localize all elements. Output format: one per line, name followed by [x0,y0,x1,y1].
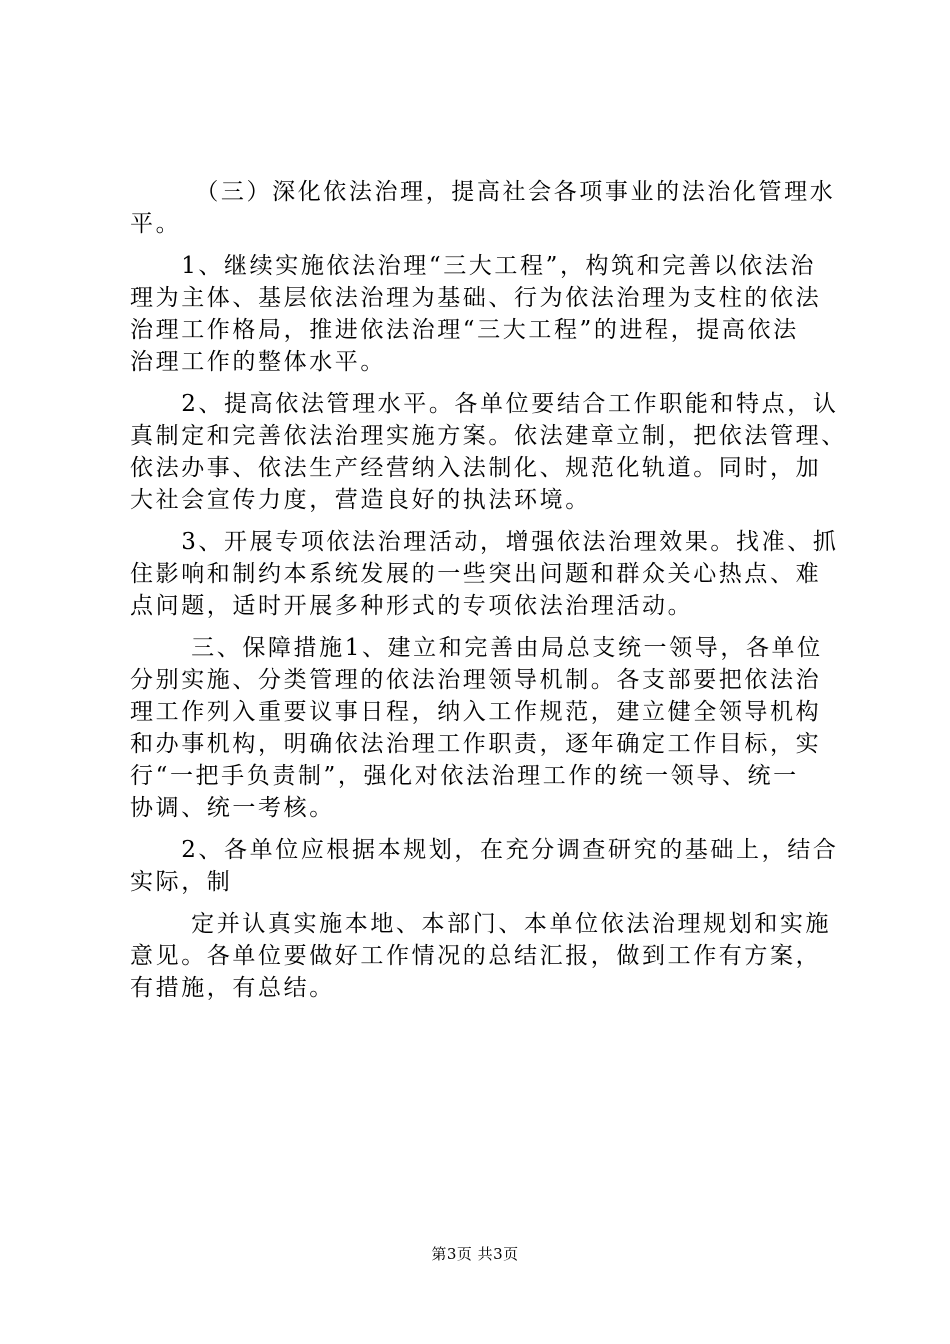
text-line: 协调、统一考核。 [130,795,335,821]
paragraph-indent [130,529,181,555]
paragraph-indent [130,391,181,417]
document-body [130,176,847,1014]
line-text: 三、保障措施1、建立和完善由局总支统一领导，各单位 [191,635,823,661]
paragraph-indent [130,911,191,937]
paragraph-indent [130,635,191,661]
paragraph-indent [130,253,181,279]
line-text: 2、提高依法管理水平。各单位要结合工作职能和特点，认 [181,391,839,417]
text-line: 理为主体、基层依法治理为基础、行为依法治理为支柱的依法 [130,285,822,311]
paragraph-gap [130,378,830,388]
text-line: 大社会宣传力度，营造良好的执法环境。 [130,487,591,513]
text-line [130,908,830,940]
text-line: 有措施，有总结。 [130,975,335,1001]
text-line: 实际，制 [130,869,233,895]
paragraph-gap [130,516,830,526]
paragraph-indent [130,837,181,863]
text-line [130,526,839,558]
line-text: 定并认真实施本地、本部门、本单位依法治理规划和实施 [191,911,832,937]
line-text: （三）深化依法治理，提高社会各项事业的法治化管理水 [206,179,836,205]
paragraph-safeguard-2-cont [130,908,830,1014]
page-footer: 第3页 共3页 [431,1245,519,1263]
text-line: 住影响和制约本系统发展的一些突出问题和群众关心热点、难 [130,561,822,587]
text-line: 分别实施、分类管理的依法治理领导机制。各支部要把依法治 [130,667,822,693]
paragraph-gap [130,898,830,908]
paragraph-indent [130,179,207,205]
paragraph-gap [130,622,830,632]
paragraph-gap [130,824,830,834]
paragraph-safeguards [130,632,830,834]
paragraph-gap [130,240,830,250]
text-line [130,388,839,420]
paragraph-gap [130,1004,830,1014]
paragraph-item-3 [130,526,839,632]
text-line: 点问题，适时开展多种形式的专项依法治理活动。 [130,593,694,619]
paragraph-item-1 [130,250,830,388]
text-line [130,250,830,282]
paragraph-section-3-heading [130,176,836,250]
line-text: 1、继续实施依法治理“三大工程”，构筑和完善以依法治 [181,253,816,279]
text-line: 理工作列入重要议事日程，纳入工作规范，建立健全领导机构 [130,699,822,725]
text-line [130,176,836,208]
text-line: 治理工作的整体水平。 [130,349,386,375]
text-line: 真制定和完善依法治理实施方案。依法建章立制，把依法管理、 [130,423,847,449]
paragraph-safeguard-2 [130,834,839,908]
paragraph-item-2 [130,388,847,526]
text-line: 依法办事、依法生产经营纳入法制化、规范化轨道。同时，加 [130,455,822,481]
text-line: 治理工作格局，推进依法治理“三大工程”的进程，提高依法 [130,317,799,343]
text-line: 意见。各单位要做好工作情况的总结汇报，做到工作有方案， [130,943,822,969]
text-line: 和办事机构，明确依法治理工作职责，逐年确定工作目标，实 [130,731,822,757]
text-line: 平。 [130,211,182,237]
text-line [130,834,839,866]
text-line: 行“一把手负责制”，强化对依法治理工作的统一领导、统一 [130,763,799,789]
text-line [130,632,830,664]
line-text: 2、各单位应根据本规划，在充分调查研究的基础上，结合 [181,837,839,863]
line-text: 3、开展专项依法治理活动，增强依法治理效果。找准、抓 [181,529,839,555]
